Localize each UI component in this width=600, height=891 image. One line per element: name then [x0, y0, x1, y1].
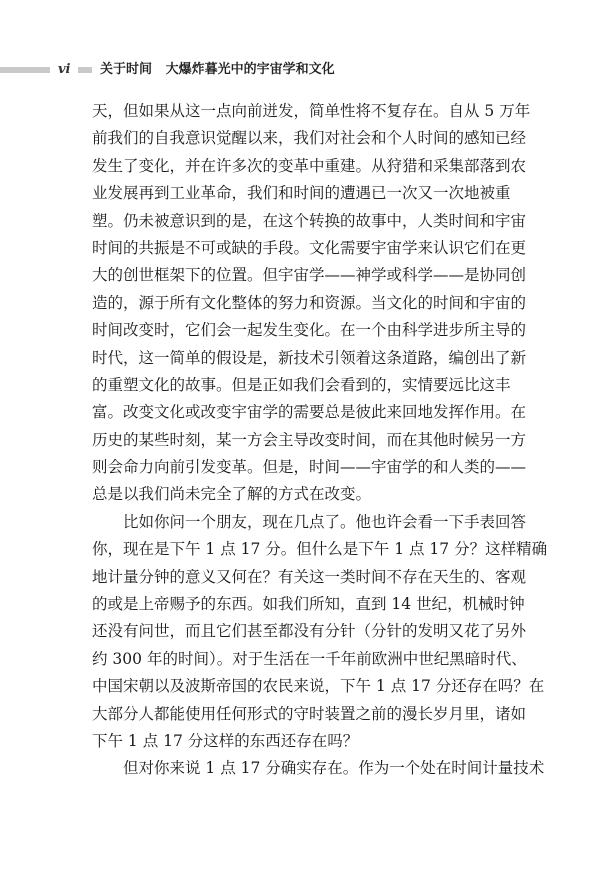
text-line: 比如你问一个朋友，现在几点了。他也许会看一下手表回答 [123, 512, 527, 531]
text-line: 天，但如果从这一点向前迸发，简单性将不复存在。自从 5 万年 [92, 102, 531, 120]
header-decorative-bar [0, 67, 50, 73]
text-line: 你，现在是下午 1 点 17 分。但什么是下午 1 点 17 分？这样精确 [92, 540, 548, 559]
text-line: 业发展再到工业革命，我们和时间的遭遇已一次又一次地被重 [92, 184, 511, 203]
text-line: 时间的共振是不可或缺的手段。文化需要宇宙学来认识它们在更 [92, 238, 527, 257]
text-line: 中国宋朝以及波斯帝国的农民来说，下午 1 点 17 分还存在吗？在 [92, 677, 545, 696]
running-header [0, 60, 600, 80]
text-line: 时代，这一简单的假设是，新技术引领着这条道路，编创出了新 [92, 348, 527, 367]
text-line: 的或是上帝赐予的东西。如我们所知，直到 14 世纪，机械时钟 [92, 595, 525, 614]
text-line: 造的，源于所有文化整体的努力和资源。当文化的时间和宇宙的 [92, 293, 527, 312]
text-line: 总是以我们尚未完全了解的方式在改变。 [92, 485, 372, 504]
page-number: vi [58, 62, 71, 77]
text-line: 的重塑文化的故事。但是正如我们会看到的，实情要远比这丰 [92, 375, 511, 394]
running-title [100, 60, 335, 80]
book-title: 关于时间 [100, 62, 153, 77]
text-line: 约 300 年的时间）。对于生活在一千年前欧洲中世纪黑暗时代、 [92, 649, 527, 668]
text-line: 还没有问世，而且它们甚至都没有分针（分针的发明又花了另外 [92, 622, 527, 641]
body-text [92, 98, 548, 783]
text-line: 富。改变文化或改变宇宙学的需要总是彼此来回地发挥作用。在 [92, 403, 527, 422]
text-line: 大部分人都能使用任何形式的守时装置之前的漫长岁月里，诸如 [92, 704, 527, 723]
text-line: 发生了变化，并在许多次的变革中重建。从狩猎和采集部落到农 [92, 156, 527, 175]
text-line: 历史的某些时刻，某一方会主导改变时间，而在其他时候另一方 [92, 430, 527, 449]
text-line: 前我们的自我意识觉醒以来，我们对社会和个人时间的感知已经 [92, 129, 527, 148]
text-line: 下午 1 点 17 分这样的东西还存在吗？ [92, 731, 359, 750]
text-line: 地计量分钟的意义又何在？有关这一类时间不存在天生的、客观 [92, 567, 527, 586]
header-decorative-bar-small [78, 67, 92, 73]
text-line: 但对你来说 1 点 17 分确实存在。作为一个处在时间计量技术 [123, 759, 545, 778]
book-subtitle: 大爆炸暮光中的宇宙学和文化 [165, 62, 335, 77]
text-line: 大的创世框架下的位置。但宇宙学——神学或科学——是协同创 [92, 266, 527, 285]
text-line: 则会命力向前引发变革。但是，时间——宇宙学的和人类的—— [92, 458, 527, 477]
text-line: 时间改变时，它们会一起发生变化。在一个由科学进步所主导的 [92, 321, 527, 340]
text-line: 塑。仍未被意识到的是，在这个转换的故事中，人类时间和宇宙 [92, 211, 527, 230]
